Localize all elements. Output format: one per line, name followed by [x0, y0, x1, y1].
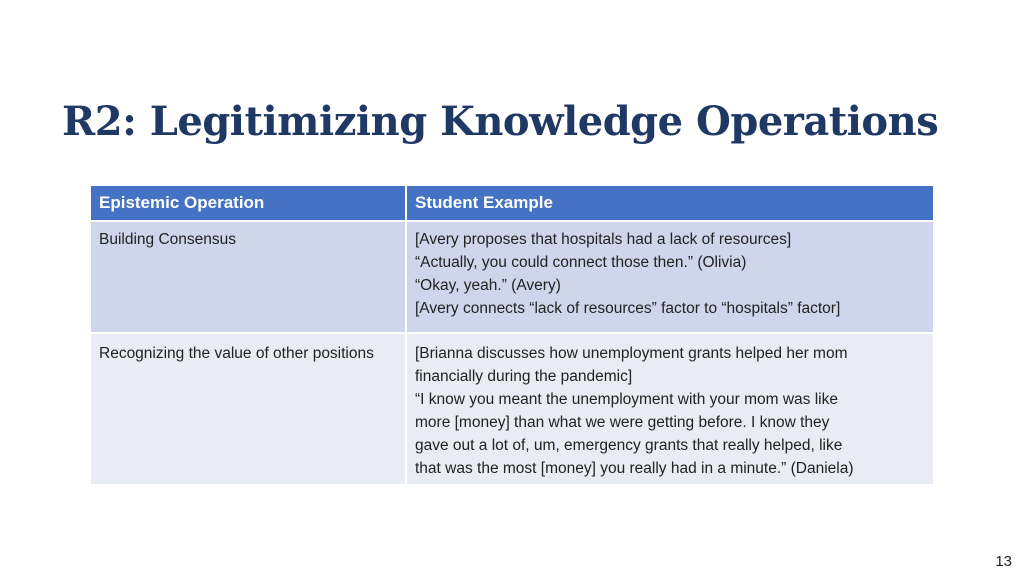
example-line: “Actually, you could connect those then.” (Olivia): [415, 254, 747, 271]
example-line: “Okay, yeah.” (Avery): [415, 277, 561, 294]
table-row: [91, 221, 933, 333]
header-epistemic-operation: Epistemic Operation: [91, 186, 406, 221]
slide-title: R2: Legitimizing Knowledge Operations: [62, 98, 939, 145]
header-student-example: Student Example: [406, 186, 933, 221]
example-line: gave out a lot of, um, emergency grants that really helped, like: [415, 437, 843, 454]
example-line: financially during the pandemic]: [415, 368, 633, 385]
operation-text: Building Consensus: [99, 231, 237, 248]
example-cell: [406, 221, 933, 333]
example-line: [Avery connects “lack of resources” factor to “hospitals” factor]: [415, 300, 841, 317]
operation-text: Recognizing the value of other positions: [99, 345, 374, 362]
table-row: [91, 333, 933, 485]
page-number: 13: [995, 553, 1012, 570]
example-line: more [money] than what we were getting before. I know they: [415, 414, 830, 431]
example-line: “I know you meant the unemployment with your mom was like: [415, 391, 838, 408]
example-line: [Brianna discusses how unemployment grants helped her mom: [415, 345, 848, 362]
example-line: that was the most [money] you really had in a minute.” (Daniela): [415, 460, 854, 477]
operation-cell: [91, 333, 406, 485]
example-line: [Avery proposes that hospitals had a lack of resources]: [415, 231, 792, 248]
example-cell: [406, 333, 933, 485]
table-header-row: [91, 186, 933, 221]
operation-cell: [91, 221, 406, 333]
epistemic-operations-table: [91, 186, 933, 486]
